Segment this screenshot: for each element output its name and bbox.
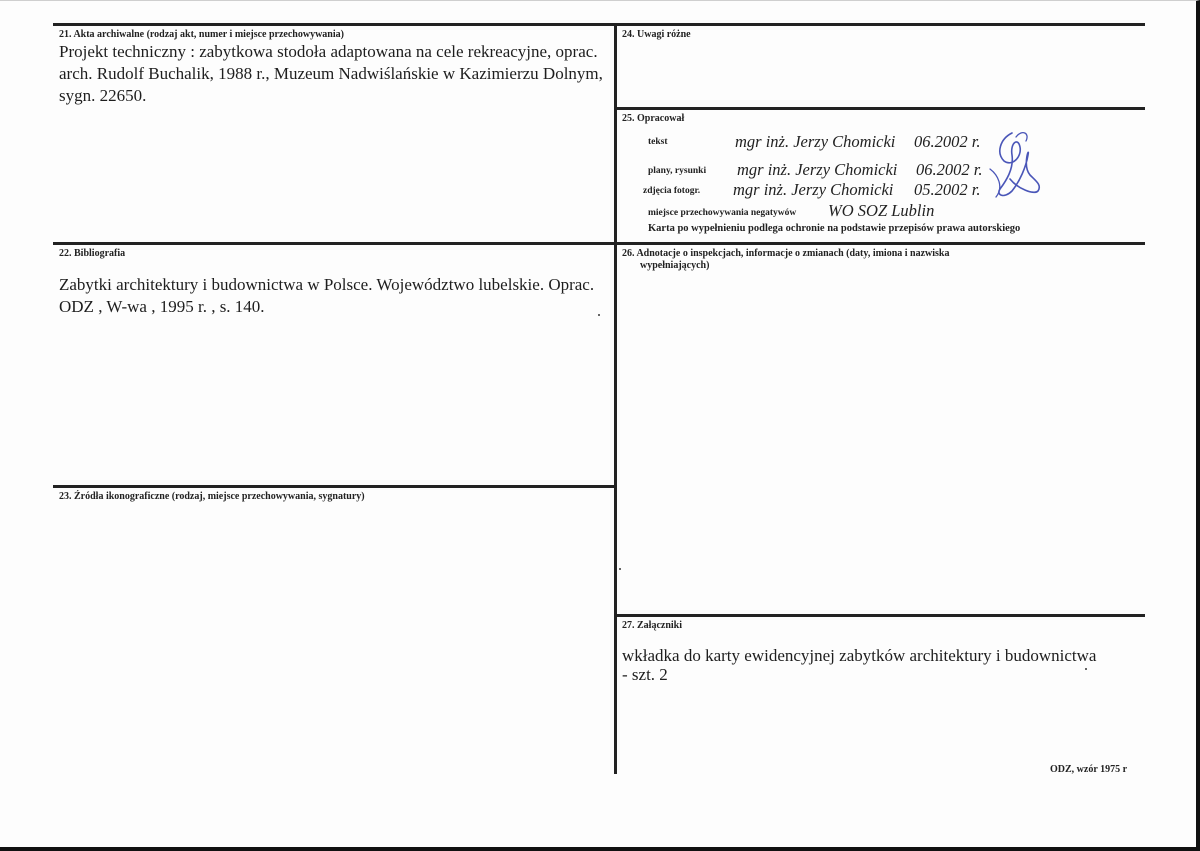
scan-speck bbox=[598, 314, 600, 316]
section-21-label: 21. Akta archiwalne (rodzaj akt, numer i miejsce przechowywania) bbox=[59, 29, 344, 40]
zdjecia-date: 05.2002 r. bbox=[914, 180, 981, 199]
negatives-value: WO SOZ Lublin bbox=[828, 201, 935, 220]
rule-24-25 bbox=[616, 107, 1145, 110]
section-25-label: 25. Opracował bbox=[622, 113, 685, 124]
signature-mark bbox=[982, 119, 1052, 209]
section-27-label: 27. Załączniki bbox=[622, 620, 683, 631]
tekst-label: tekst bbox=[648, 137, 668, 147]
section-26-label-line-1: 26. Adnotacje o inspekcjach, informacje o zmianach (daty, imiona i nazwiska bbox=[622, 248, 950, 259]
negatives-label: miejsce przechowywania negatywów bbox=[648, 208, 797, 218]
copyright-note: Karta po wypełnieniu podlega ochronie na podstawie przepisów prawa autorskiego bbox=[648, 223, 1021, 234]
rule-26-27 bbox=[616, 614, 1145, 617]
section-22-line-2: ODZ , W-wa , 1995 r. , s. 140. bbox=[59, 297, 265, 316]
section-27-line-2: - szt. 2 bbox=[622, 665, 668, 684]
rule-22-23 bbox=[53, 485, 615, 488]
top-rule-left bbox=[53, 23, 615, 26]
section-21-line-3: sygn. 22650. bbox=[59, 86, 147, 105]
scan-speck bbox=[619, 568, 621, 570]
section-23-label: 23. Źródła ikonograficzne (rodzaj, miejsce przechowywania, sygnatury) bbox=[59, 491, 365, 502]
section-27-line-1: wkładka do karty ewidencyjnej zabytków architektury i budownictwa bbox=[622, 646, 1097, 665]
plany-date: 06.2002 r. bbox=[916, 160, 983, 179]
column-divider bbox=[614, 23, 617, 774]
section-21-line-2: arch. Rudolf Buchalik, 1988 r., Muzeum Nadwiślańskie w Kazimierzu Dolnym, bbox=[59, 64, 603, 83]
top-rule-right bbox=[616, 23, 1145, 26]
rule-21-22 bbox=[53, 242, 615, 245]
section-26-label-line-2: wypełniających) bbox=[640, 260, 710, 271]
section-24-label: 24. Uwagi różne bbox=[622, 29, 691, 40]
section-22-label: 22. Bibliografia bbox=[59, 248, 126, 259]
scan-speck bbox=[1085, 668, 1087, 670]
tekst-author: mgr inż. Jerzy Chomicki bbox=[735, 132, 896, 151]
zdjecia-author: mgr inż. Jerzy Chomicki bbox=[733, 180, 894, 199]
section-22-line-1: Zabytki architektury i budownictwa w Polsce. Województwo lubelskie. Oprac. bbox=[59, 275, 595, 294]
tekst-date: 06.2002 r. bbox=[914, 132, 981, 151]
zdjecia-label: zdjęcia fotogr. bbox=[643, 186, 701, 196]
section-21-line-1: Projekt techniczny : zabytkowa stodoła adaptowana na cele rekreacyjne, oprac. bbox=[59, 42, 598, 61]
rule-25-26 bbox=[616, 242, 1145, 245]
plany-author: mgr inż. Jerzy Chomicki bbox=[737, 160, 898, 179]
plany-label: plany, rysunki bbox=[648, 166, 707, 176]
form-id: ODZ, wzór 1975 r bbox=[1050, 764, 1128, 775]
